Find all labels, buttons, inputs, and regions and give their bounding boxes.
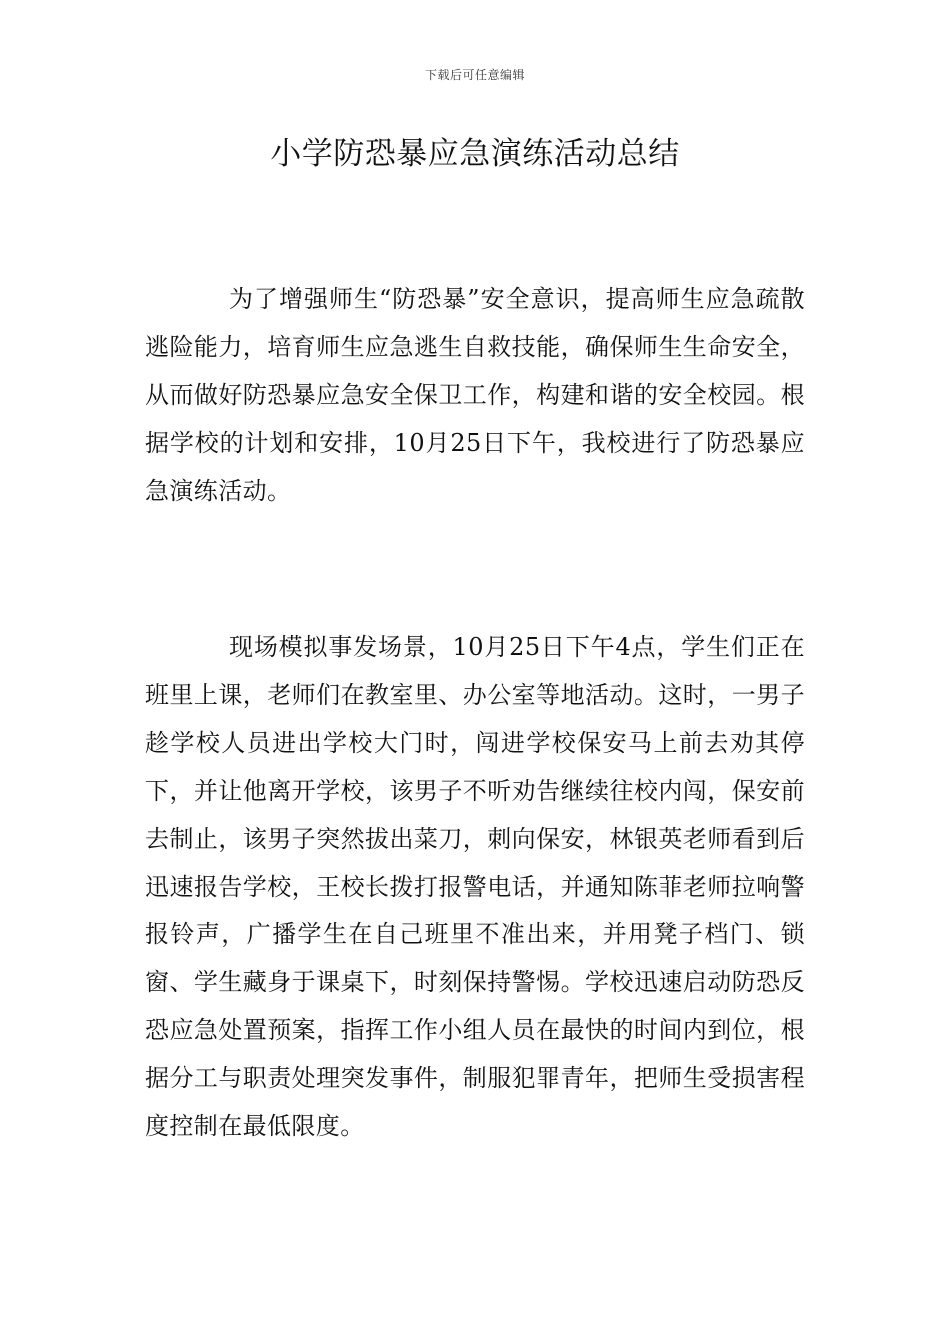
document-title: 小学防恐暴应急演练活动总结 bbox=[270, 136, 680, 172]
paragraph-introduction: 为了增强师生“防恐暴”安全意识，提高师生应急疏散逃险能力，培育师生应急逃生自救技能，确保师生生命安全，从而做好防恐暴应急安全保卫工作，构建和谐的安全校园。根据学校的计划和安排，10月25日下午，我校进行了防恐暴应急演练活动。 bbox=[145, 285, 805, 505]
header-note: 下载后可任意编辑 bbox=[424, 68, 525, 82]
paragraph-scenario: 现场模拟事发场景，10月25日下午4点，学生们正在班里上课，老师们在教室里、办公室等地活动。这时，一男子趁学校人员进出学校大门时，闯进学校保安马上前去劝其停下，并让他离开学校，该男子不听劝告继续往校内闯，保安前去制止，该男子突然拔出菜刀，刺向保安，林银英老师看到后迅速报告学校，王校长拨打报警电话，并通知陈菲老师拉响警报铃声，广播学生在自己班里不准出来，并用凳子档门、锁窗、学生藏身于课桌下，时刻保持警惕。学校迅速启动防恐反恐应急处置预案，指挥工作小组人员在最快的时间内到位，根据分工与职责处理突发事件，制服犯罪青年，把师生受损害程度控制在最低限度。 bbox=[145, 633, 805, 1141]
